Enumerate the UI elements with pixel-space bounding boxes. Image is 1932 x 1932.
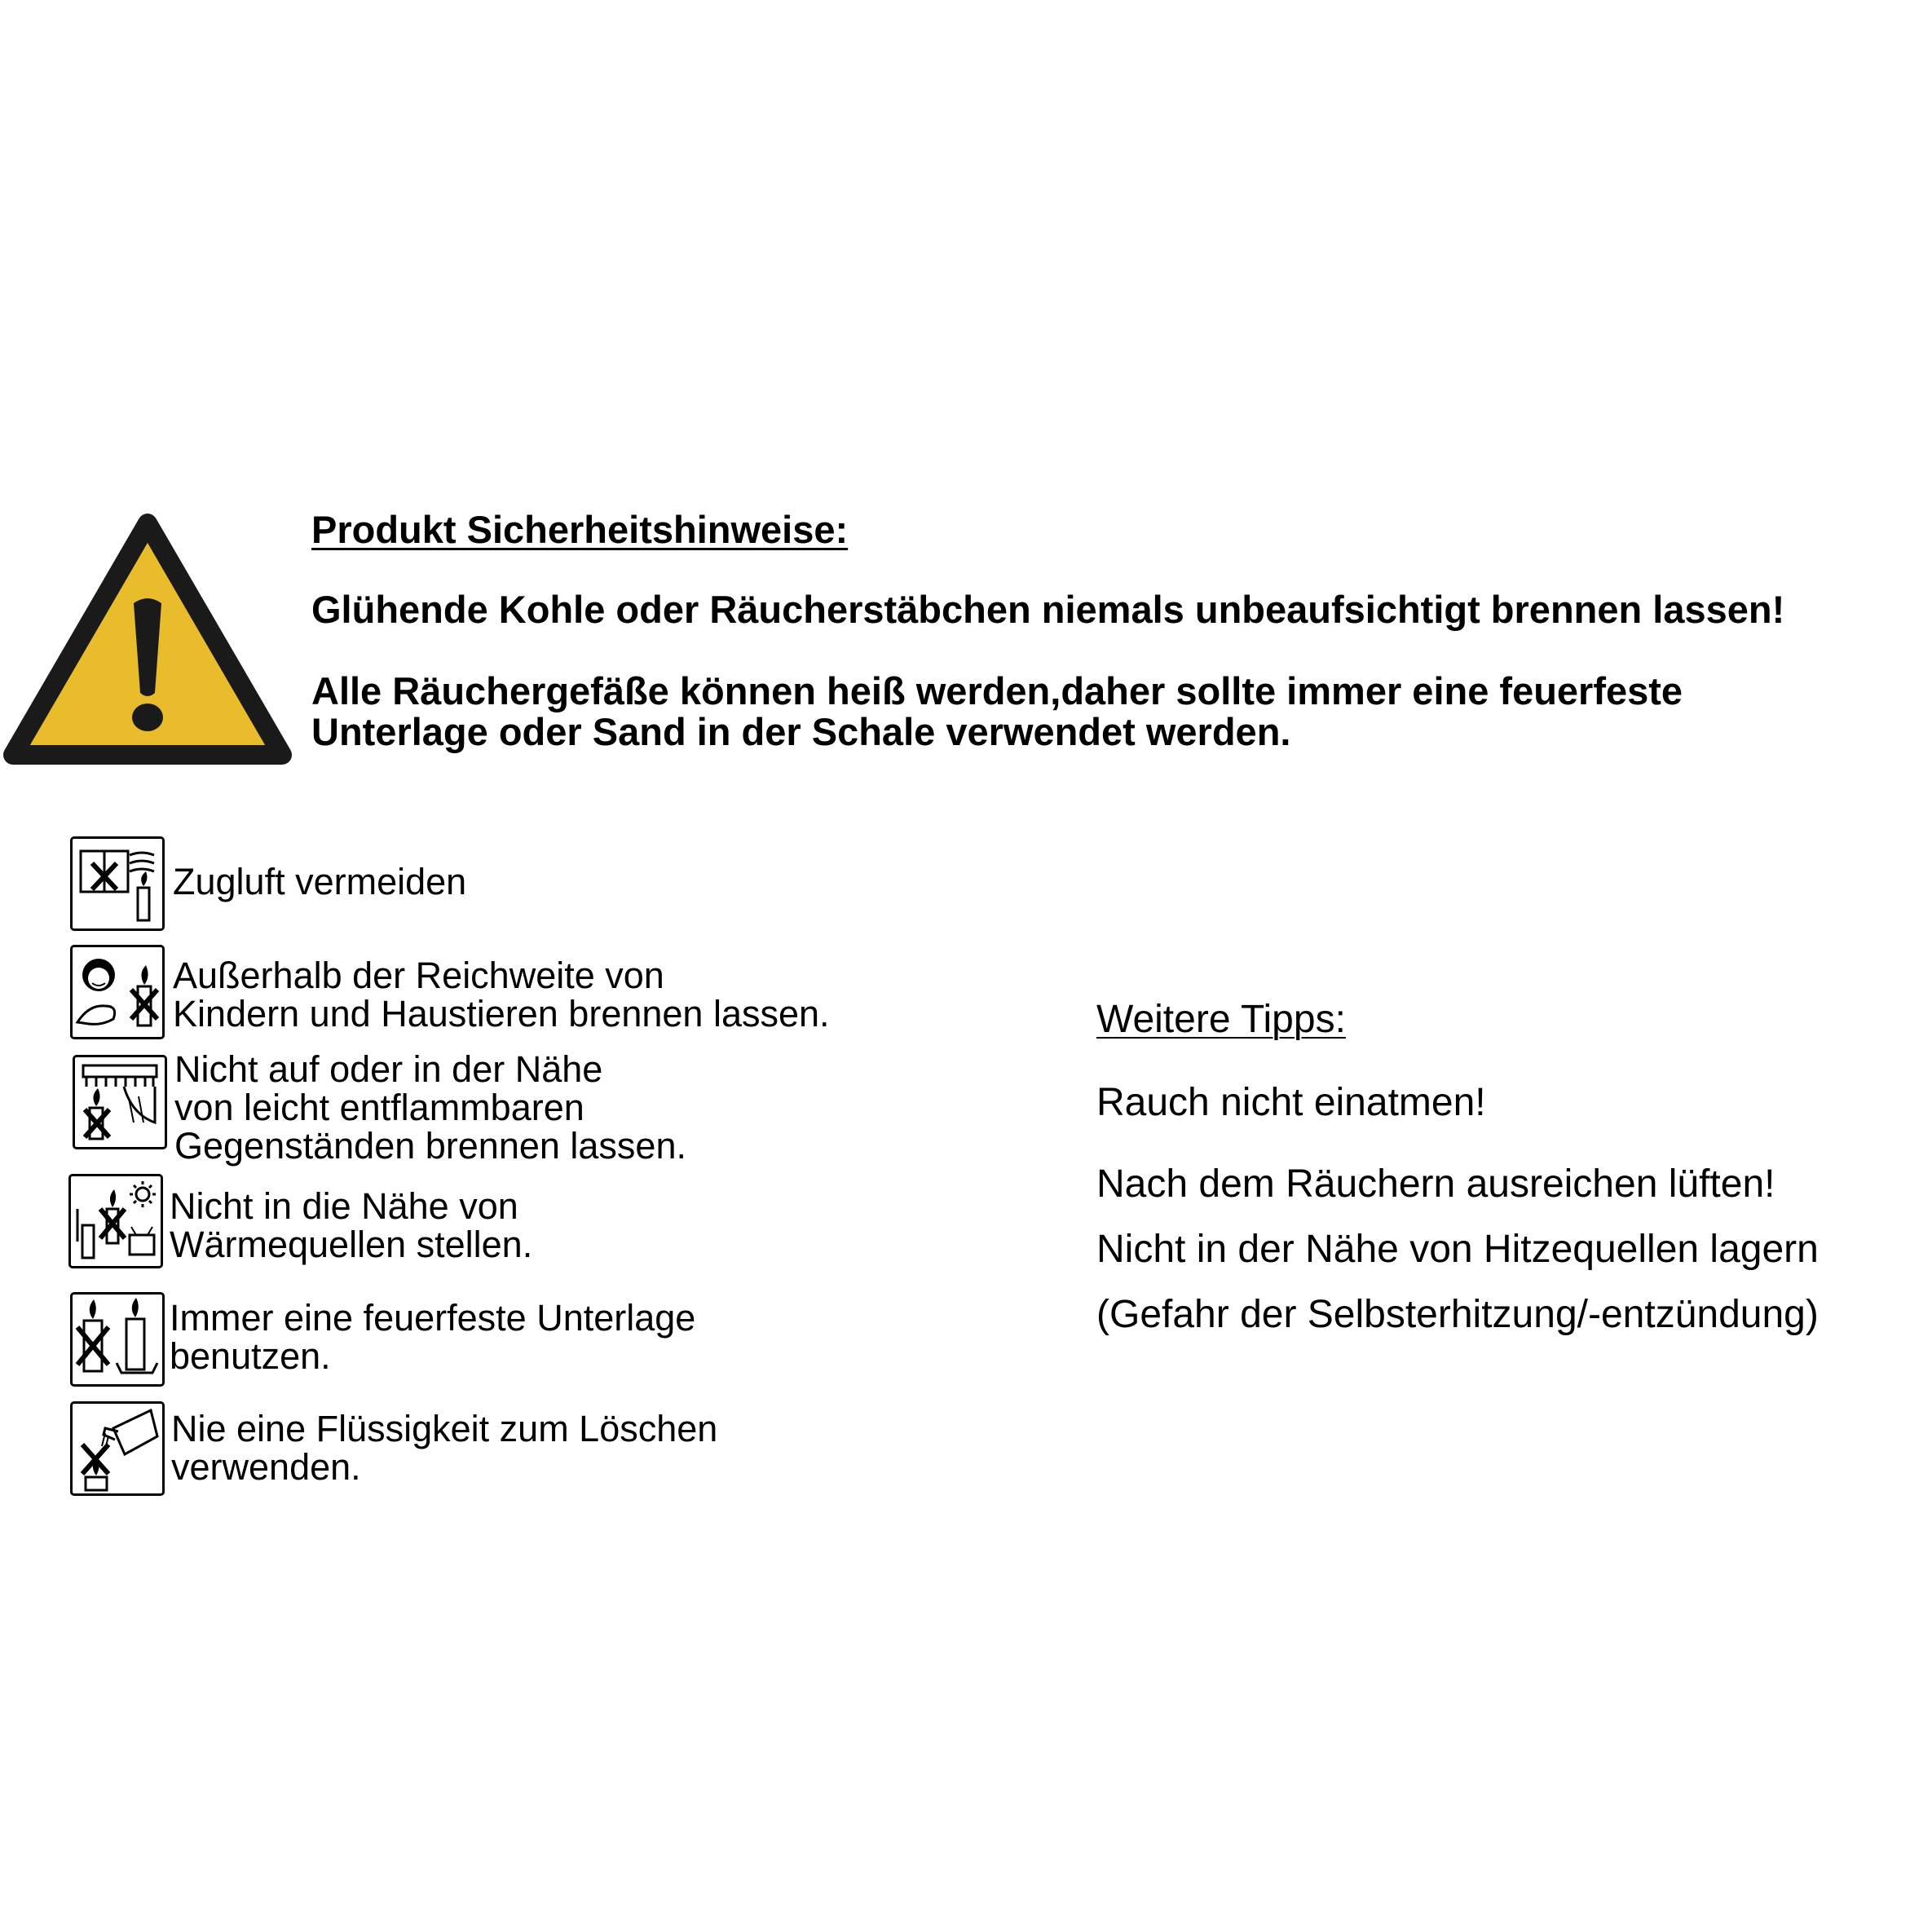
- tip-item: (Gefahr der Selbsterhitzung/-entzündung): [1096, 1293, 1819, 1336]
- pictogram-text-liquid: Nie eine Flüssigkeit zum Löschen verwenden.: [171, 1408, 718, 1488]
- fireproof-base-candle-icon: [70, 1292, 165, 1387]
- warning-triangle-icon: [3, 512, 292, 766]
- tips-title: Weitere Tipps:: [1096, 998, 1346, 1041]
- warning-text-1: Glühende Kohle oder Räucherstäbchen niemals unbeaufsichtigt brennen lassen!: [311, 588, 1785, 631]
- tip-item: Rauch nicht einatmen!: [1096, 1081, 1486, 1124]
- pictogram-text-heat: Nicht in die Nähe von Wärmequellen stellen.: [170, 1185, 533, 1265]
- warning-text-2-line-1: Alle Räuchergefäße können heiß werden,daher sollte immer eine feuerfeste: [311, 669, 1683, 712]
- no-draft-window-candle-icon: [70, 836, 165, 931]
- children-pets-candle-icon: [70, 945, 165, 1039]
- tip-item: Nach dem Räuchern ausreichen lüften!: [1096, 1162, 1775, 1206]
- no-liquid-extinguish-icon: [70, 1401, 165, 1496]
- pictogram-text-children: Außerhalb der Reichweite von Kindern und Haustieren brennen lassen.: [173, 955, 830, 1034]
- pictogram-text-base: Immer eine feuerfeste Unterlage benutzen.: [170, 1297, 696, 1377]
- flammable-curtain-candle-icon: [73, 1055, 167, 1149]
- tip-item: Nicht in der Nähe von Hitzequellen lagern: [1096, 1228, 1819, 1271]
- heat-source-candle-icon: [68, 1174, 163, 1268]
- pictogram-text-draft: Zugluft vermeiden: [173, 861, 467, 902]
- warning-text-2-line-2: Unterlage oder Sand in der Schale verwendet werden.: [311, 710, 1291, 753]
- pictogram-text-flammable: Nicht auf oder in der Nähe von leicht entflammbaren Gegenständen brennen lassen.: [174, 1048, 686, 1167]
- page-title: Produkt Sicherheitshinweise:: [311, 508, 849, 551]
